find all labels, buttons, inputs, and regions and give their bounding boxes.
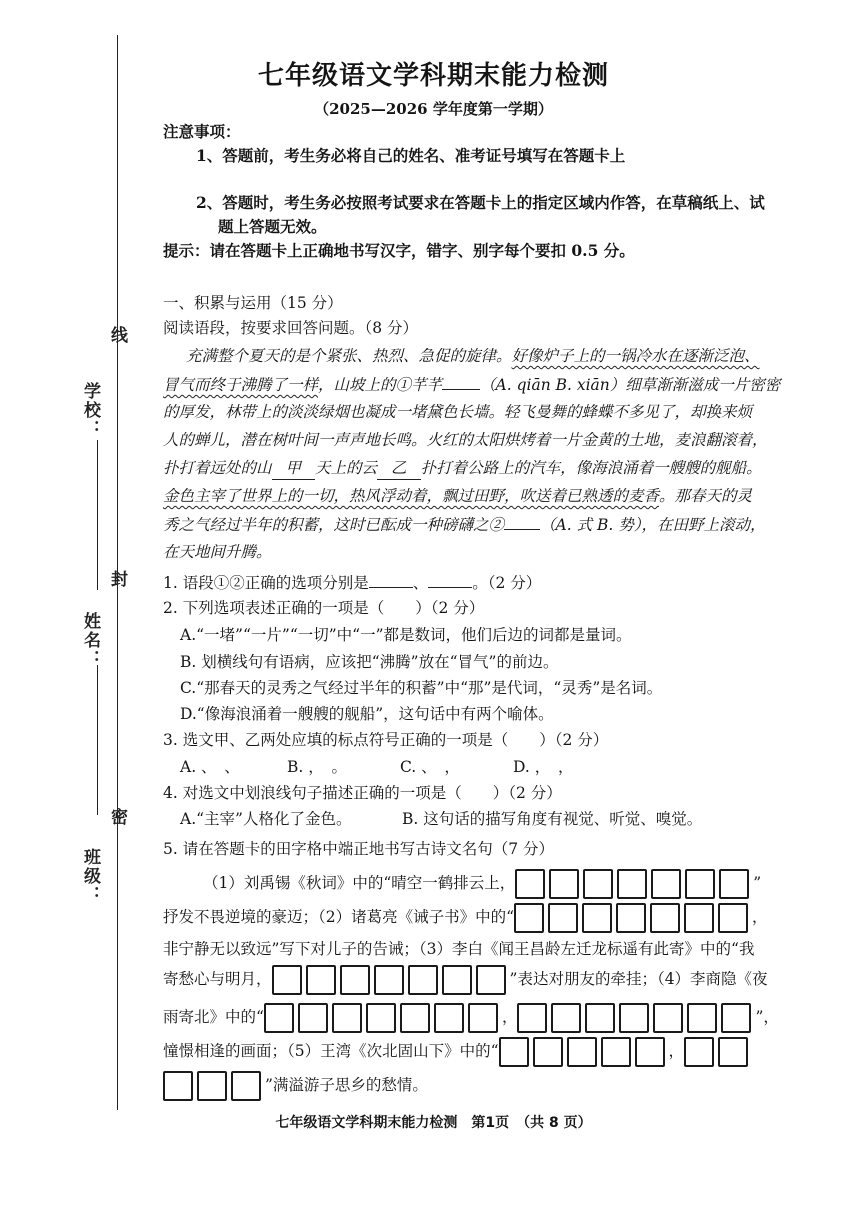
q5-p1-text: （1）刘禹锡《秋词》中的“晴空一鹤排云上， (203, 874, 516, 892)
answer-boxes-6[interactable] (499, 1037, 669, 1067)
passage-l7-a: 秀之气经过半年的积蓄，这时已酝成一种磅礴之② (163, 516, 505, 534)
question-3: 3. 选文甲、乙两处应填的标点符号正确的一项是（ ）（2 分） (163, 731, 609, 749)
q5-p6-mid: ， (668, 1042, 685, 1060)
school-label: 学校： (80, 382, 100, 439)
q5-p1-end: ” (753, 874, 762, 892)
q1-blank-1 (369, 571, 413, 588)
name-blank (97, 665, 98, 815)
q2-option-c: C.“那春天的灵秀之气经过半年的积蓄”中“那”是代词，“灵秀”是名词。 (180, 679, 663, 697)
answer-box[interactable] (272, 965, 302, 995)
q5-part-5 (163, 1000, 779, 1034)
answer-box[interactable] (721, 1003, 751, 1033)
answer-box[interactable] (719, 869, 749, 899)
q5-p7-end: ”满溢游子思乡的愁情。 (265, 1076, 428, 1094)
q2-option-d: D.“像海浪涌着一艘艘的舰船”，这句话中有两个喻体。 (180, 705, 554, 723)
blank-jia: 甲 (272, 457, 316, 480)
q3-option-c: C. 、 ， (400, 758, 460, 776)
q5-part-3: 非宁静无以致远”写下对儿子的告诫；（3）李白《闻王昌龄左迁龙标遥有此寄》中的“我 (163, 940, 755, 958)
answer-box[interactable] (684, 903, 714, 933)
answer-box[interactable] (653, 1003, 683, 1033)
school-blank (97, 440, 98, 590)
q5-p5-mid: ， (501, 1008, 518, 1026)
answer-box[interactable] (476, 965, 506, 995)
answer-box[interactable] (517, 1003, 547, 1033)
binding-mark-secret: 密 (107, 808, 127, 827)
passage-l7-b: （A. 式 B. 势），在田野上滚动， (540, 516, 766, 534)
answer-boxes-7[interactable] (684, 1037, 752, 1067)
blank-1 (442, 373, 480, 390)
answer-box[interactable] (231, 1071, 261, 1101)
q3-option-b: B. ， 。 (287, 758, 347, 776)
passage-line-1 (186, 345, 760, 367)
notes-heading: 注意事项： (163, 122, 241, 141)
q5-p5-end: ”， (755, 1008, 779, 1026)
q5-p6-text: 憧憬相逢的画面；（5）王湾《次北固山下》中的“ (163, 1042, 499, 1060)
answer-box[interactable] (374, 965, 404, 995)
answer-boxes-4[interactable] (264, 1003, 502, 1033)
passage-line-2 (163, 373, 780, 396)
answer-box[interactable] (408, 965, 438, 995)
passage-line-5 (163, 457, 762, 480)
passage-l5-a: 扑打着远处的山 (163, 459, 272, 477)
answer-box[interactable] (514, 903, 544, 933)
answer-box[interactable] (567, 1037, 597, 1067)
q5-part-1 (203, 866, 761, 900)
answer-box[interactable] (635, 1037, 665, 1067)
answer-box[interactable] (650, 903, 680, 933)
q4-option-b: B. 这句话的描写角度有视觉、听觉、嗅觉。 (402, 810, 703, 828)
answer-box[interactable] (434, 1003, 464, 1033)
passage-l6-wavy: 金色主宰了世界上的一切，热风浮动着，飘过田野，吹送着已熟透的麦香 (163, 487, 660, 505)
q2-option-b: B. 划横线句有语病，应该把“沸腾”放在“冒气”的前边。 (180, 653, 559, 671)
passage-l6-b: 。那春天的灵 (659, 487, 753, 505)
answer-box[interactable] (583, 869, 613, 899)
answer-box[interactable] (163, 1071, 193, 1101)
section-intro: 阅读语段，按要求回答问题。（8 分） (163, 319, 419, 337)
answer-box[interactable] (264, 1003, 294, 1033)
answer-box[interactable] (718, 903, 748, 933)
notes-tip: 提示：请在答题卡上正确地书写汉字，错字、别字每个要扣 0.5 分。 (163, 241, 635, 260)
answer-boxes-8[interactable] (163, 1071, 265, 1101)
passage-l2-a: ，山坡上的①芊芊 (318, 376, 443, 394)
notes-item-2-line2: 题上答题无效。 (218, 217, 327, 236)
answer-box[interactable] (515, 869, 545, 899)
passage-l2-wavy: 冒气而终于沸腾了一样 (163, 376, 319, 394)
answer-box[interactable] (651, 869, 681, 899)
q5-p2-text: 抒发不畏逆境的豪迈；（2）诸葛亮《诫子书》中的“ (163, 908, 515, 926)
answer-boxes-2[interactable] (514, 903, 752, 933)
q1-text-a: 1. 语段①②正确的选项分别是 (163, 574, 369, 592)
answer-boxes-5[interactable] (517, 1003, 755, 1033)
answer-box[interactable] (582, 903, 612, 933)
answer-box[interactable] (549, 869, 579, 899)
answer-box[interactable] (400, 1003, 430, 1033)
passage-l2-b: （A. qiān B. xiān）细草渐渐滋成一片密密 (480, 376, 781, 394)
q5-p4-text: 寄愁心与明月， (163, 970, 272, 988)
answer-box[interactable] (197, 1071, 227, 1101)
answer-box[interactable] (332, 1003, 362, 1033)
page-footer: 七年级语文学科期末能力检测 第1页 （共 8 页） (275, 1115, 592, 1131)
answer-box[interactable] (366, 1003, 396, 1033)
page-subtitle: （2025—2026 学年度第一学期） (314, 100, 553, 118)
q1-text-b: 。（2 分） (472, 574, 542, 592)
q5-p2-end: ， (752, 908, 768, 926)
q3-option-d: D. ， ， (513, 758, 574, 776)
passage-l5-c: 扑打着公路上的汽车，像海浪涌着一艘艘的舰船。 (420, 459, 762, 477)
answer-box[interactable] (468, 1003, 498, 1033)
passage-line-4: 人的蝉儿，潜在树叶间一声声地长鸣。火红的太阳烘烤着一片金黄的土地，麦浪翻滚着， (163, 431, 768, 449)
blank-2 (504, 513, 540, 530)
answer-boxes-3[interactable] (272, 965, 510, 995)
answer-box[interactable] (685, 869, 715, 899)
passage-line-8: 在天地间升腾。 (163, 543, 272, 561)
section-heading: 一、积累与运用（15 分） (163, 294, 343, 312)
passage-l1-plain: 充满整个夏天的是个紧张、热烈、急促的旋律。 (186, 347, 512, 365)
blank-yi: 乙 (377, 457, 421, 480)
q5-part-6 (163, 1034, 752, 1068)
answer-box[interactable] (306, 965, 336, 995)
notes-item-1: 1、答题前，考生务必将自己的姓名、准考证号填写在答题卡上 (196, 146, 626, 165)
binding-mark-line: 线 (107, 326, 127, 345)
question-1 (163, 571, 541, 594)
q3-option-a: A. 、 、 (180, 758, 240, 776)
name-label: 姓名： (80, 612, 100, 669)
answer-box[interactable] (442, 965, 472, 995)
notes-item-2-line1: 2、答题时，考生务必按照考试要求在答题卡上的指定区域内作答，在草稿纸上、试 (196, 193, 765, 212)
q5-part-4 (163, 962, 768, 996)
answer-box[interactable] (684, 1037, 714, 1067)
q1-sep: 、 (412, 574, 429, 592)
passage-l1-wavy: 好像炉子上的一锅冷水在逐渐泛泡、 (511, 347, 760, 365)
answer-box[interactable] (548, 903, 578, 933)
passage-line-3: 的厚发，林带上的淡淡绿烟也凝成一堵黛色长墙。轻飞曼舞的蜂蝶不多见了，却换来烦 (163, 403, 753, 421)
question-5: 5. 请在答题卡的田字格中端正地书写古诗文名句（7 分） (163, 840, 555, 858)
question-2: 2. 下列选项表述正确的一项是（ ）（2 分） (163, 599, 485, 617)
passage-line-7 (163, 513, 766, 536)
page-title: 七年级语文学科期末能力检测 (257, 61, 609, 91)
answer-box[interactable] (619, 1003, 649, 1033)
answer-box[interactable] (601, 1037, 631, 1067)
answer-boxes-1[interactable] (515, 869, 753, 899)
q5-p4-end: ”表达对朋友的牵挂；（4）李商隐《夜 (509, 970, 768, 988)
answer-box[interactable] (340, 965, 370, 995)
answer-box[interactable] (499, 1037, 529, 1067)
answer-box[interactable] (617, 869, 647, 899)
q5-p5-text: 雨寄北》中的“ (163, 1008, 264, 1026)
q5-part-7 (163, 1068, 428, 1102)
question-4: 4. 对选文中划浪线句子描述正确的一项是（ ）（2 分） (163, 784, 562, 802)
passage-l5-b: 天上的云 (315, 459, 378, 477)
answer-box[interactable] (616, 903, 646, 933)
q2-option-a: A.“一堵”“一片”“一切”中“一”都是数词，他们后边的词都是量词。 (180, 626, 632, 644)
answer-box[interactable] (298, 1003, 328, 1033)
answer-box[interactable] (718, 1037, 748, 1067)
class-label: 班级： (80, 848, 100, 905)
answer-box[interactable] (687, 1003, 717, 1033)
answer-box[interactable] (585, 1003, 615, 1033)
q1-blank-2 (428, 571, 472, 588)
passage-line-6 (163, 485, 752, 507)
q4-option-a: A.“主宰”人格化了金色。 (180, 810, 352, 828)
q5-part-2 (163, 900, 768, 934)
answer-box[interactable] (551, 1003, 581, 1033)
binding-mark-seal: 封 (107, 570, 127, 589)
answer-box[interactable] (533, 1037, 563, 1067)
